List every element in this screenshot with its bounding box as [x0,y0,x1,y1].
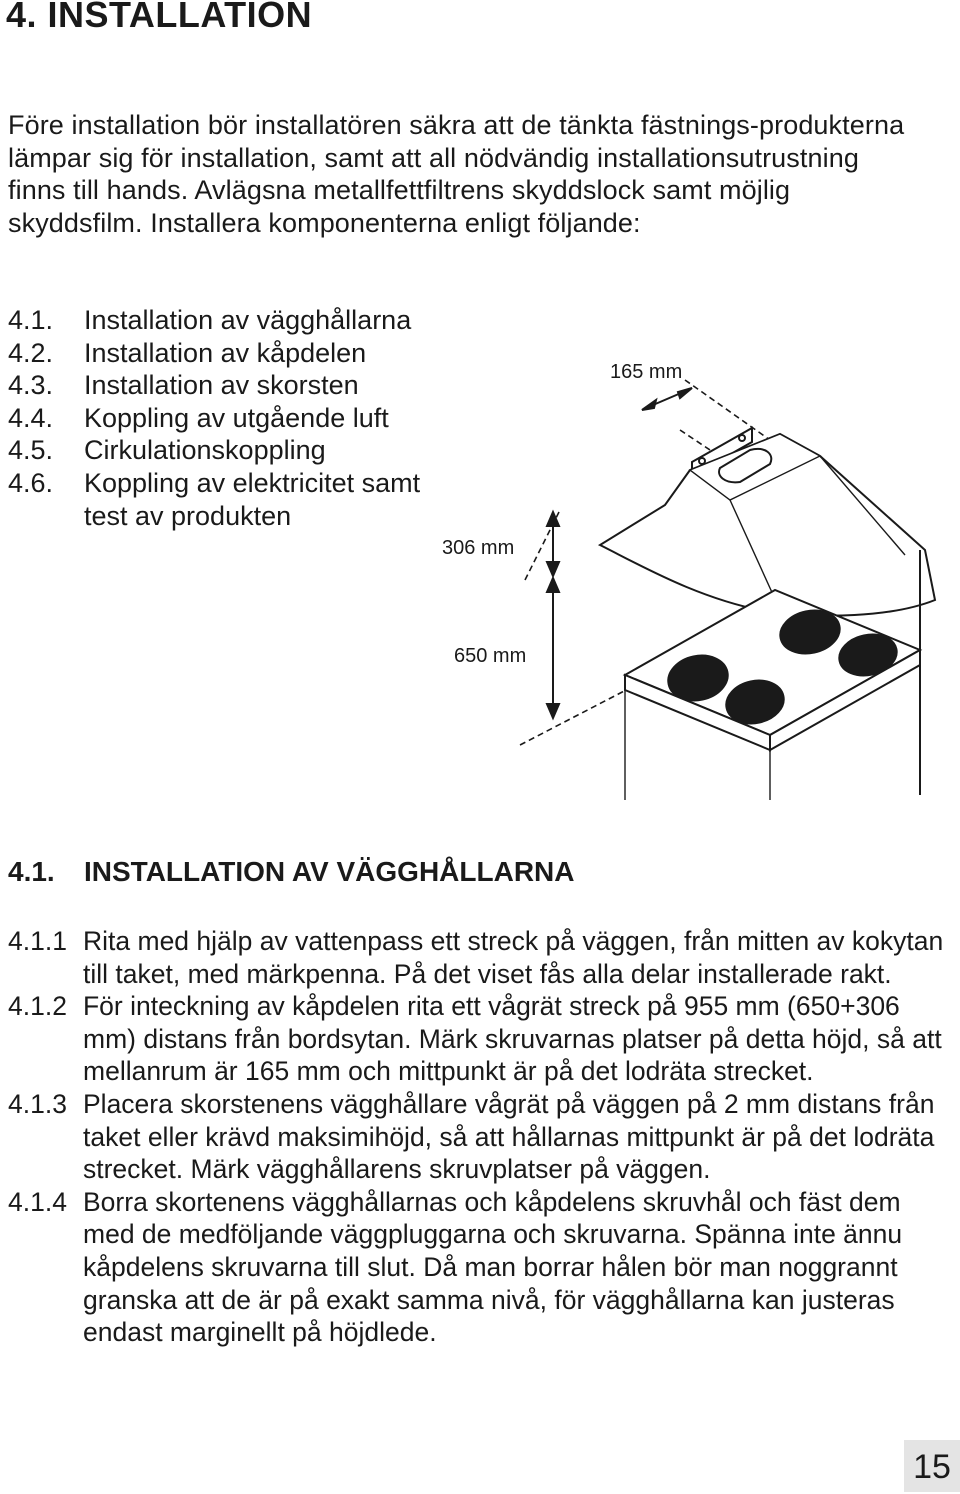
arrowhead-icon [547,704,559,718]
arrowhead-icon [678,388,692,398]
dashed-line-cooktop-level [520,688,630,745]
intro-paragraph: Före installation bör installatören säkra att de tänkta fästnings-produkterna lämpar sig för installation, samt att all nödvändig installationsutrustning finns till hands. Avlägsna metallfettfiltrens skyddslock samt möjlig skyddsfilm. Installera komponenterna enligt följande: [8,110,905,238]
dimension-label-165: 165 mm [610,361,683,383]
step-text: Placera skorstenens vägghållare vågrät på väggen på 2 mm distans från taket eller krävd maksimihöjd, så att hållarnas mittpunkt är på det lodräta strecket. Märk vägghållarens skruvplatser på väggen. [83,1088,935,1185]
arrowhead-icon [642,400,656,410]
toc-item-number: 4.6. [8,467,54,498]
toc-item-number: 4.3. [8,370,54,401]
toc-item-label: Installation av kåpdelen [84,337,367,368]
instruction-step [8,925,948,990]
toc-item-number: 4.4. [8,402,54,433]
step-number: 4.1.2 [8,991,67,1022]
step-text: Rita med hjälp av vattenpass ett streck på väggen, från mitten av kokytan till taket, med märkpenna. På det viset fås alla delar installerade rakt. [83,926,944,989]
hood-installation-diagram [420,350,960,800]
toc-item-label: Koppling av elektricitet samt test av produkten [84,467,421,531]
page-title: 4. INSTALLATION [6,0,313,35]
toc-item-number: 4.2. [8,337,54,368]
arrowhead-icon [547,562,559,576]
arrowhead-icon [547,578,559,592]
dashed-line-wall [680,430,710,450]
instruction-steps [8,925,948,1349]
toc-item [8,434,464,467]
section-title: INSTALLATION AV VÄGGHÅLLARNA [84,856,575,887]
step-number: 4.1.3 [8,1088,67,1119]
toc-item-label: Installation av skorsten [84,370,359,401]
dimension-label-650: 650 mm [454,645,527,667]
step-number: 4.1.1 [8,926,67,956]
toc-item-label: Cirkulationskoppling [84,435,326,466]
instruction-step [8,990,948,1088]
toc-item [8,304,464,337]
dimension-label-306: 306 mm [442,537,515,559]
section-number: 4.1. [8,856,55,887]
section-heading [8,856,574,888]
instruction-step [8,1088,948,1186]
toc-item [8,402,464,435]
instruction-step [8,1186,948,1349]
step-text: För inteckning av kåpdelen rita ett vågrät streck på 955 mm (650+306 mm) distans från bordsytan. Märk skruvarnas platser på detta höjd, så att mellanrum är 165 mm och mittpunkt är på det lodräta strecket. [83,991,942,1087]
toc-item [8,337,464,370]
toc-item-label: Installation av vägghållarna [84,305,412,335]
toc-item-number: 4.5. [8,435,54,466]
toc-item [8,369,464,402]
step-text: Borra skortenens vägghållarnas och kåpdelens skruvhål och fäst dem med de medföljande väggpluggarna och skruvarna. Spänna inte ännu kåpdelens skruvarna till slut. Då man borrar hålen bör man noggrannt granska att de är på exakt samma nivå, för vägghållarna kan justeras endast marginellt på höjdlede. [83,1186,903,1348]
dashed-line-top [685,380,770,440]
step-number: 4.1.4 [8,1186,67,1217]
page-number: 15 [904,1440,960,1492]
toc-item-number: 4.1. [8,305,54,335]
installation-steps-list [8,304,464,532]
toc-item [8,467,464,532]
toc-item-label: Koppling av utgående luft [84,402,389,433]
